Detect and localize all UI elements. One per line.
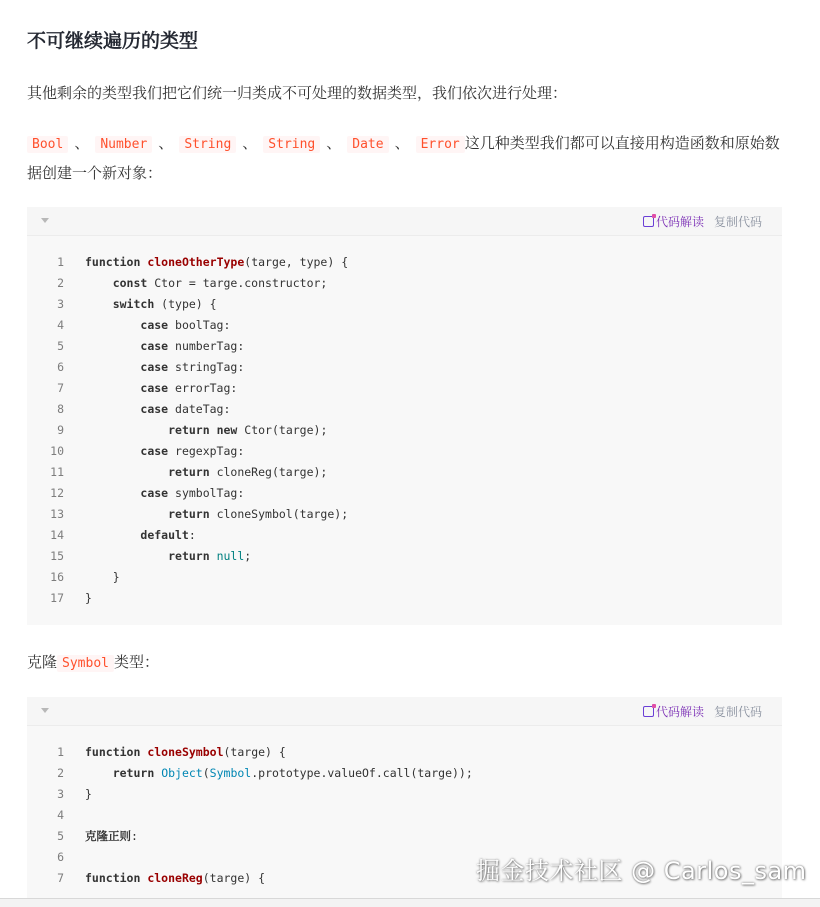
code-line [27, 763, 782, 784]
code-lines [27, 252, 782, 609]
line-number: 6 [57, 360, 64, 374]
code-text: case symbolTag: [140, 486, 245, 500]
line-number: 5 [57, 829, 64, 843]
code-line [27, 525, 782, 546]
code-block-clone-other-type [27, 207, 782, 625]
code-line [27, 483, 782, 504]
separator: 、 [158, 134, 174, 152]
line-number: 1 [57, 255, 64, 269]
line-number: 3 [57, 787, 64, 801]
code-line [27, 252, 782, 273]
code-line [27, 420, 782, 441]
code-explain-icon [643, 706, 654, 717]
line-number: 9 [57, 423, 64, 437]
code-text: case dateTag: [140, 402, 231, 416]
code-line [27, 273, 782, 294]
code-text: function cloneReg(targe) { [85, 871, 266, 885]
code-line [27, 826, 782, 847]
clone-symbol-text-after: 类型： [113, 653, 159, 671]
line-number: 14 [50, 528, 64, 542]
code-text: return cloneReg(targe); [168, 465, 328, 479]
code-text: return Object(Symbol.prototype.valueOf.call(targe)); [112, 766, 473, 780]
code-text: } [85, 787, 92, 801]
code-line [27, 441, 782, 462]
copy-code-button[interactable]: 复制代码 [713, 705, 762, 719]
code-line [27, 315, 782, 336]
line-number: 1 [57, 745, 64, 759]
code-block-header [27, 207, 782, 236]
code-line [27, 805, 782, 826]
code-text: } [85, 570, 120, 584]
explain-code-button[interactable] [643, 213, 704, 230]
explain-code-label: 代码解读 [655, 705, 704, 719]
code-text: case errorTag: [140, 381, 238, 395]
paragraph-clone-symbol [27, 648, 159, 678]
line-number: 17 [50, 591, 64, 605]
code-text: case numberTag: [140, 339, 245, 353]
code-text: } [85, 591, 92, 605]
inline-code-string: String [179, 136, 236, 153]
line-number: 15 [50, 549, 64, 563]
code-text: case boolTag: [140, 318, 231, 332]
code-text: function cloneSymbol(targe) { [85, 745, 286, 759]
code-text: switch (type) { [112, 297, 217, 311]
separator: 、 [394, 134, 410, 152]
inline-code-number: Number [95, 136, 152, 153]
paragraph-intro: 其他剩余的类型我们把它们统一归类成不可处理的数据类型，我们依次进行处理： [27, 84, 568, 102]
code-block-header [27, 697, 782, 726]
copy-code-button[interactable]: 复制代码 [713, 215, 762, 229]
collapse-toggle-icon[interactable] [41, 218, 49, 223]
code-text: const Ctor = targe.constructor; [112, 276, 328, 290]
line-number: 7 [57, 381, 64, 395]
line-number: 4 [57, 318, 64, 332]
line-number: 16 [50, 570, 64, 584]
code-line [27, 357, 782, 378]
line-number: 3 [57, 297, 64, 311]
code-actions [643, 703, 762, 720]
code-actions [643, 213, 762, 230]
code-text: return cloneSymbol(targe); [168, 507, 349, 521]
code-line [27, 504, 782, 525]
line-number: 8 [57, 402, 64, 416]
code-text: case stringTag: [140, 360, 245, 374]
line-number: 10 [50, 444, 64, 458]
code-line [27, 378, 782, 399]
inline-code-symbol: Symbol [57, 655, 114, 672]
line-number: 2 [57, 276, 64, 290]
line-number: 12 [50, 486, 64, 500]
code-line [27, 546, 782, 567]
inline-code-string: String [263, 136, 320, 153]
inline-code-date: Date [347, 136, 388, 153]
line-number: 13 [50, 507, 64, 521]
line-number: 5 [57, 339, 64, 353]
code-text: return null; [168, 549, 252, 563]
code-text: case regexpTag: [140, 444, 245, 458]
horizontal-scrollbar[interactable] [0, 898, 820, 907]
line-number: 4 [57, 808, 64, 822]
line-number: 11 [50, 465, 64, 479]
inline-code-error: Error [416, 136, 465, 153]
clone-symbol-text-before: 克隆 [27, 653, 58, 671]
code-line [27, 294, 782, 315]
explain-code-label: 代码解读 [655, 215, 704, 229]
code-line [27, 336, 782, 357]
separator: 、 [74, 134, 90, 152]
code-text: function cloneOtherType(targe, type) { [85, 255, 349, 269]
explain-code-button[interactable] [643, 703, 704, 720]
code-text: return new Ctor(targe); [168, 423, 328, 437]
collapse-toggle-icon[interactable] [41, 708, 49, 713]
code-explain-icon [643, 216, 654, 227]
code-line [27, 742, 782, 763]
line-number: 2 [57, 766, 64, 780]
code-text: default: [140, 528, 196, 542]
line-number: 6 [57, 850, 64, 864]
separator: 、 [242, 134, 258, 152]
code-line [27, 462, 782, 483]
code-line [27, 588, 782, 609]
inline-code-bool: Bool [27, 136, 68, 153]
paragraph-types [27, 129, 787, 187]
watermark: 掘金技术社区 @ Carlos_sam [476, 857, 807, 885]
code-text [64, 805, 782, 826]
code-line [27, 567, 782, 588]
paragraph-types-text: 这几种类型我们都可以直接用构造函数和原始数据创建一个新对象： [27, 134, 780, 182]
section-heading: 不可继续遍历的类型 [27, 30, 199, 52]
separator: 、 [326, 134, 342, 152]
code-line [27, 784, 782, 805]
code-line [27, 399, 782, 420]
line-number: 7 [57, 871, 64, 885]
code-text: 克隆正则: [85, 829, 138, 843]
